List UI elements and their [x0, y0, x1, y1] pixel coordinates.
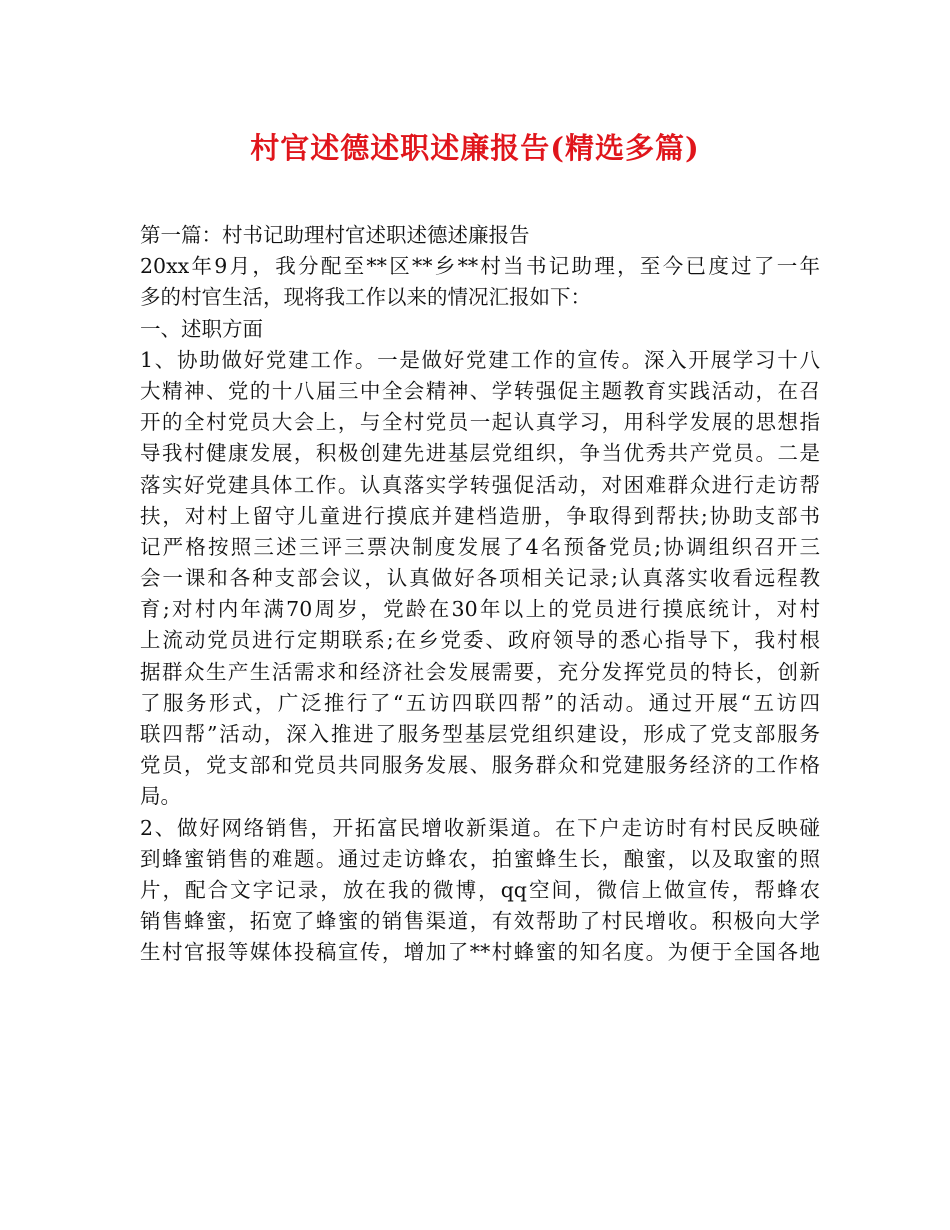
- paragraph-line: 大精神、党的十八届三中全会精神、学转强促主题教育实践活动，在召: [140, 378, 820, 403]
- paragraph-line: 20xx年9月，我分配至**区**乡**村当书记助理，至今已度过了一年: [140, 254, 820, 279]
- paragraph-line: 党员，党支部和党员共同服务发展、服务群众和党建服务经济的工作格: [140, 753, 820, 778]
- paragraph-line: 片，配合文字记录，放在我的微博，qq空间，微信上做宣传，帮蜂农: [140, 877, 820, 902]
- paragraph-line: 会一课和各种支部会议，认真做好各项相关记录;认真落实收看远程教: [140, 566, 820, 591]
- paragraph-line: 到蜂蜜销售的难题。通过走访蜂农，拍蜜蜂生长，酿蜜，以及取蜜的照: [140, 846, 820, 871]
- paragraph-line: 导我村健康发展，积极创建先进基层党组织，争当优秀共产党员。二是: [140, 441, 820, 466]
- paragraph-line: 落实好党建具体工作。认真落实学转强促活动，对困难群众进行走访帮: [140, 472, 820, 497]
- paragraph-line: 上流动党员进行定期联系;在乡党委、政府领导的悉心指导下，我村根: [140, 628, 820, 653]
- paragraph-line: 销售蜂蜜，拓宽了蜂蜜的销售渠道，有效帮助了村民增收。积极向大学: [140, 909, 820, 934]
- paragraph-line: 2、做好网络销售，开拓富民增收新渠道。在下户走访时有村民反映碰: [140, 815, 820, 840]
- paragraph-line: 扶，对村上留守儿童进行摸底并建档造册，争取得到帮扶;协助支部书: [140, 503, 820, 528]
- paragraph-line: 多的村官生活，现将我工作以来的情况汇报如下：: [140, 285, 591, 310]
- paragraph-line: 联四帮”活动，深入推进了服务型基层党组织建设，形成了党支部服务: [140, 722, 820, 746]
- paragraph-line: 1、协助做好党建工作。一是做好党建工作的宣传。深入开展学习十八: [140, 347, 820, 372]
- document-title: 村官述德述职述廉报告(精选多篇): [250, 131, 700, 165]
- document-body: [140, 220, 820, 969]
- section-heading: 第一篇：村书记助理村官述职述德述廉报告: [140, 223, 530, 247]
- paragraph-line: 据群众生产生活需求和经济社会发展需要，充分发挥党员的特长，创新: [140, 659, 820, 684]
- paragraph-line: 局。: [140, 784, 181, 809]
- paragraph-line: 记严格按照三述三评三票决制度发展了4名预备党员;协调组织召开三: [140, 534, 820, 559]
- paragraph-line: 开的全村党员大会上，与全村党员一起认真学习，用科学发展的思想指: [140, 410, 820, 435]
- paragraph-line: 生村官报等媒体投稿宣传，增加了**村蜂蜜的知名度。为便于全国各地: [140, 940, 820, 965]
- paragraph-line: 了服务形式，广泛推行了“五访四联四帮”的活动。通过开展“五访四: [140, 690, 820, 715]
- paragraph-line: 育;对村内年满70周岁，党龄在30年以上的党员进行摸底统计，对村: [140, 597, 820, 622]
- section-heading: 一、述职方面: [140, 316, 263, 341]
